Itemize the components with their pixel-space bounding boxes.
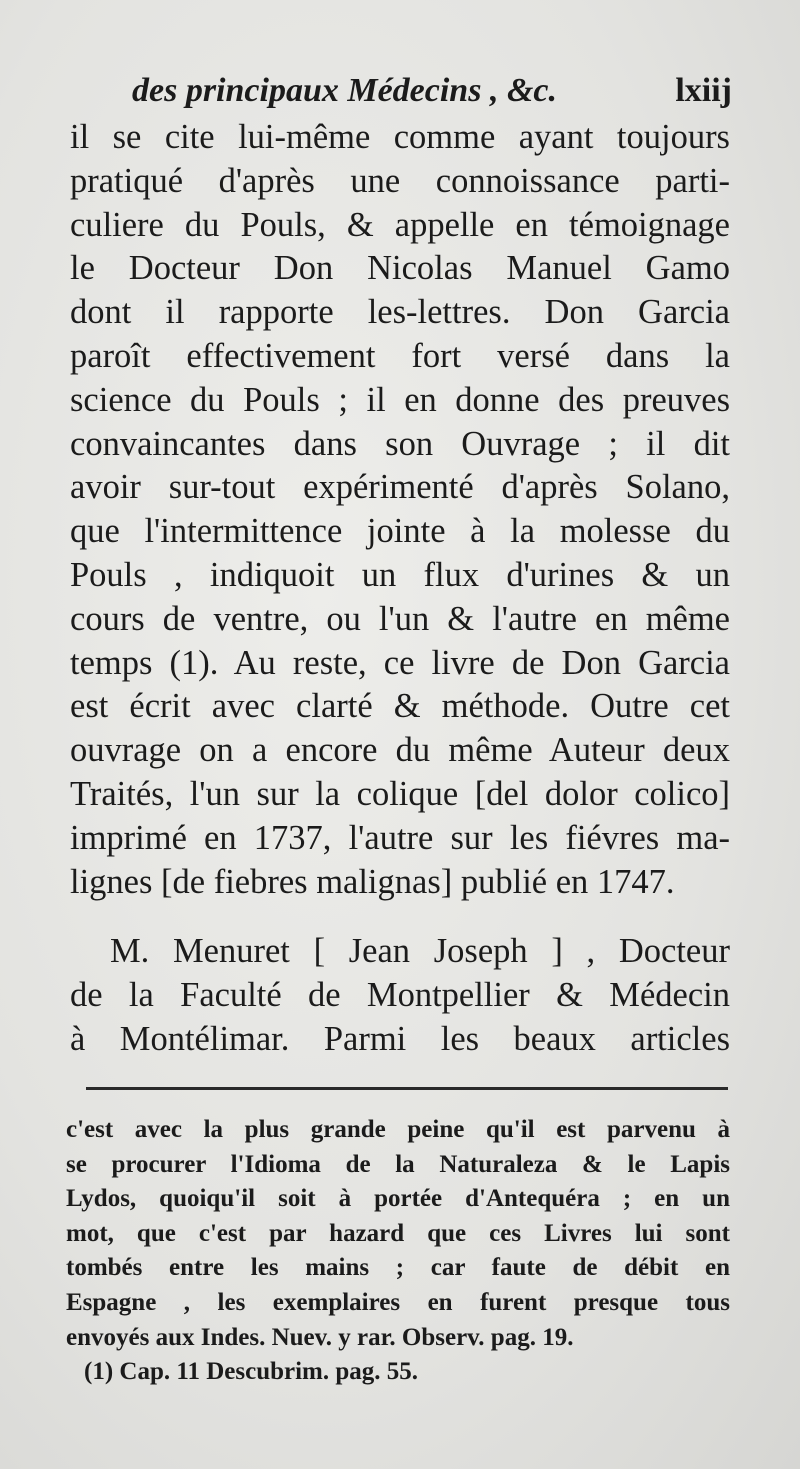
text-line: imprimé en 1737, l'autre sur les fiévres ma- <box>70 818 730 857</box>
footnote-1: (1) Cap. 11 Descubrim. pag. 55. <box>84 1358 419 1386</box>
running-title: des principaux Médecins , &c. <box>132 72 557 109</box>
text-line: paroît effectivement fort versé dans la <box>70 336 730 375</box>
footnote-line: se procurer l'Idioma de la Naturaleza & le Lapis <box>66 1150 730 1178</box>
text-line: ouvrage on a encore du même Auteur deux <box>70 731 730 770</box>
text-line: le Docteur Don Nicolas Manuel Gamo <box>70 249 730 288</box>
text-line: cours de ventre, ou l'un & l'autre en même <box>70 599 730 638</box>
text-line: pratiqué d'après une connoissance parti- <box>70 161 730 200</box>
footnote-divider <box>86 1087 728 1090</box>
text-line: avoir sur-tout expérimenté d'après Solano, <box>70 468 730 507</box>
text-line: de la Faculté de Montpellier & Médecin <box>70 976 730 1015</box>
footnote-line: Lydos, quoiqu'il soit à portée d'Antequéra ; en un <box>66 1185 730 1213</box>
footnotes <box>66 1113 730 1390</box>
text-line: dont il rapporte les-lettres. Don Garcia <box>70 293 730 332</box>
text-line: culiere du Pouls, & appelle en témoignage <box>70 205 730 244</box>
text-line: science du Pouls ; il en donne des preuves <box>70 380 730 419</box>
paragraph-gap <box>70 904 730 930</box>
text-line: à Montélimar. Parmi les beaux articles <box>70 1019 730 1058</box>
footnote-line: tombés entre les mains ; car faute de débit en <box>66 1254 730 1282</box>
footnote-line: envoyés aux Indes. Nuev. y rar. Observ. pag. 19. <box>66 1323 574 1351</box>
page-header <box>132 72 732 116</box>
text-line: Pouls , indiquoit un flux d'urines & un <box>70 555 730 594</box>
footnote-line: mot, que c'est par hazard que ces Livres lui sont <box>66 1219 730 1247</box>
text-line: temps (1). Au reste, ce livre de Don Garcia <box>70 643 730 682</box>
footnote-line: Espagne , les exemplaires en furent presque tous <box>66 1288 730 1316</box>
text-line: est écrit avec clarté & méthode. Outre cet <box>70 687 730 726</box>
page-number: lxiij <box>675 72 732 109</box>
main-text <box>70 116 730 1062</box>
text-line: Traités, l'un sur la colique [del dolor colico] <box>70 774 730 813</box>
text-line: lignes [de fiebres malignas] publié en 1747. <box>70 862 675 901</box>
text-line: convaincantes dans son Ouvrage ; il dit <box>70 424 730 463</box>
text-line: M. Menuret [ Jean Joseph ] , Docteur <box>110 932 730 971</box>
text-line: que l'intermittence jointe à la molesse du <box>70 512 730 551</box>
footnote-line: c'est avec la plus grande peine qu'il est parvenu à <box>66 1116 730 1143</box>
text-line: il se cite lui-même comme ayant toujours <box>70 118 730 156</box>
